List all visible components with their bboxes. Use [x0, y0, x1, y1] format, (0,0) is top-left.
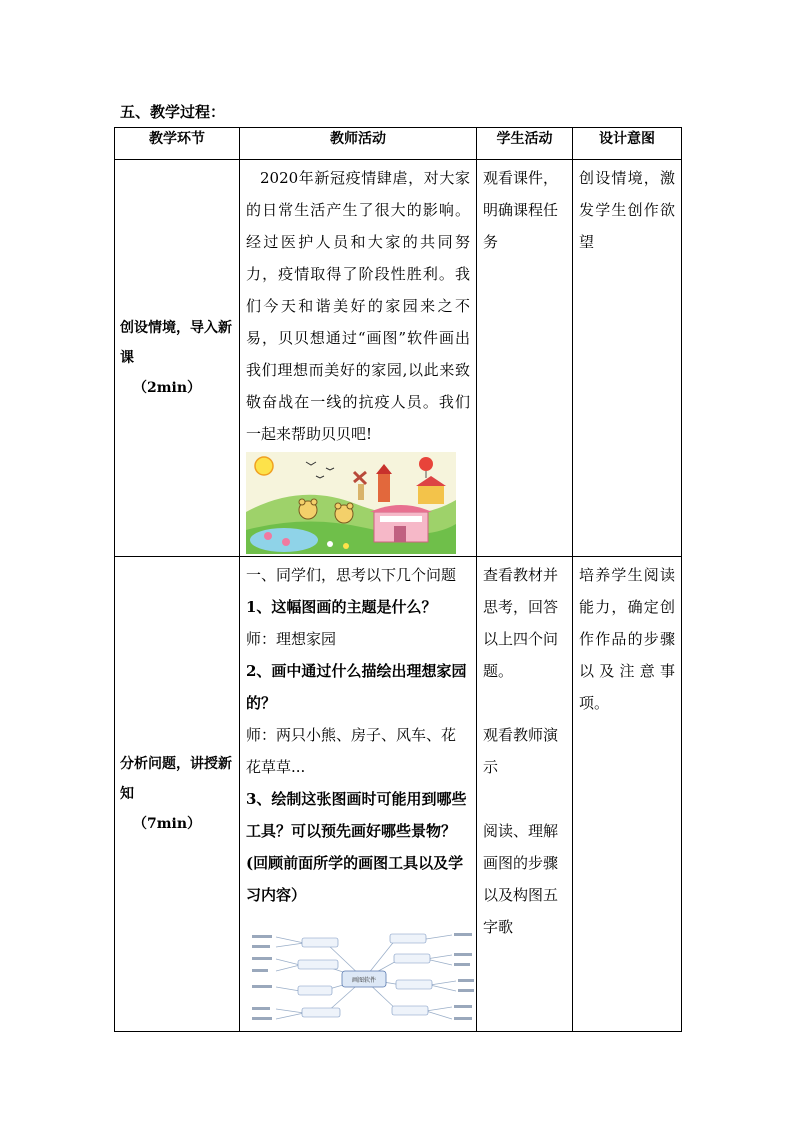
lesson-process-table	[114, 127, 682, 1032]
student-text: 阅读、理解画图的步骤以及构图五字歌	[483, 822, 559, 936]
student-text: 观看教师演示	[483, 726, 559, 776]
teacher-question: 2、画中通过什么描绘出理想家园的？	[246, 662, 467, 712]
header-stage: 教学环节	[115, 128, 240, 160]
mindmap-center-label: 画图软件	[351, 977, 377, 984]
stage-duration: （7min）	[132, 816, 202, 832]
teacher-answer: 师：两只小熊、房子、风车、花花草草...	[246, 726, 457, 776]
student-text: 观看课件，明确课程任务	[483, 169, 559, 251]
ideal-home-illustration	[246, 452, 456, 554]
intent-text: 培养学生阅读能力，确定创作作品的步骤以及注意事项。	[579, 566, 675, 712]
stage-label: 分析问题，讲授新知	[120, 756, 232, 802]
table-row	[115, 557, 682, 1032]
student-text: 查看教材并思考，回答以上四个问题。	[483, 566, 559, 680]
header-student: 学生活动	[477, 128, 573, 160]
stage-duration: （2min）	[132, 380, 202, 396]
stage-cell	[115, 160, 240, 557]
student-activity-cell	[477, 557, 573, 1032]
header-teacher: 教师活动	[240, 128, 477, 160]
intent-text: 创设情境，激发学生创作欲望	[579, 169, 675, 251]
paint-software-mindmap	[246, 929, 478, 1029]
student-activity-cell	[477, 160, 573, 557]
teacher-activity-cell	[240, 160, 477, 557]
design-intent-cell	[573, 160, 682, 557]
design-intent-cell	[573, 557, 682, 1032]
teacher-text: 2020年新冠疫情肆虐，对大家的日常生活产生了很大的影响。经过医护人员和大家的共同努力，疫情取得了阶段性胜利。我们今天和谐美好的家园来之不易，贝贝想通过“画图”软件画出我们理想而美好的家园,以此来致敬奋战在一线的抗疫人员。我们一起来帮助贝贝吧!	[246, 169, 470, 443]
section-heading: 五、教学过程：	[120, 103, 226, 121]
stage-cell	[115, 557, 240, 1032]
teacher-answer: 师：理想家园	[246, 630, 337, 648]
table-row	[115, 160, 682, 557]
teacher-activity-cell	[240, 557, 477, 1032]
teacher-question: 3、绘制这张图画时可能用到哪些工具？可以预先画好哪些景物？(回顾前面所学的画图工具以及学习内容）	[246, 790, 467, 904]
header-intent: 设计意图	[573, 128, 682, 160]
stage-label: 创设情境，导入新课	[120, 320, 232, 366]
table-header-row	[115, 128, 682, 160]
teacher-question: 1、这幅图画的主题是什么？	[246, 598, 437, 616]
teacher-line: 一、同学们，思考以下几个问题	[246, 566, 457, 584]
